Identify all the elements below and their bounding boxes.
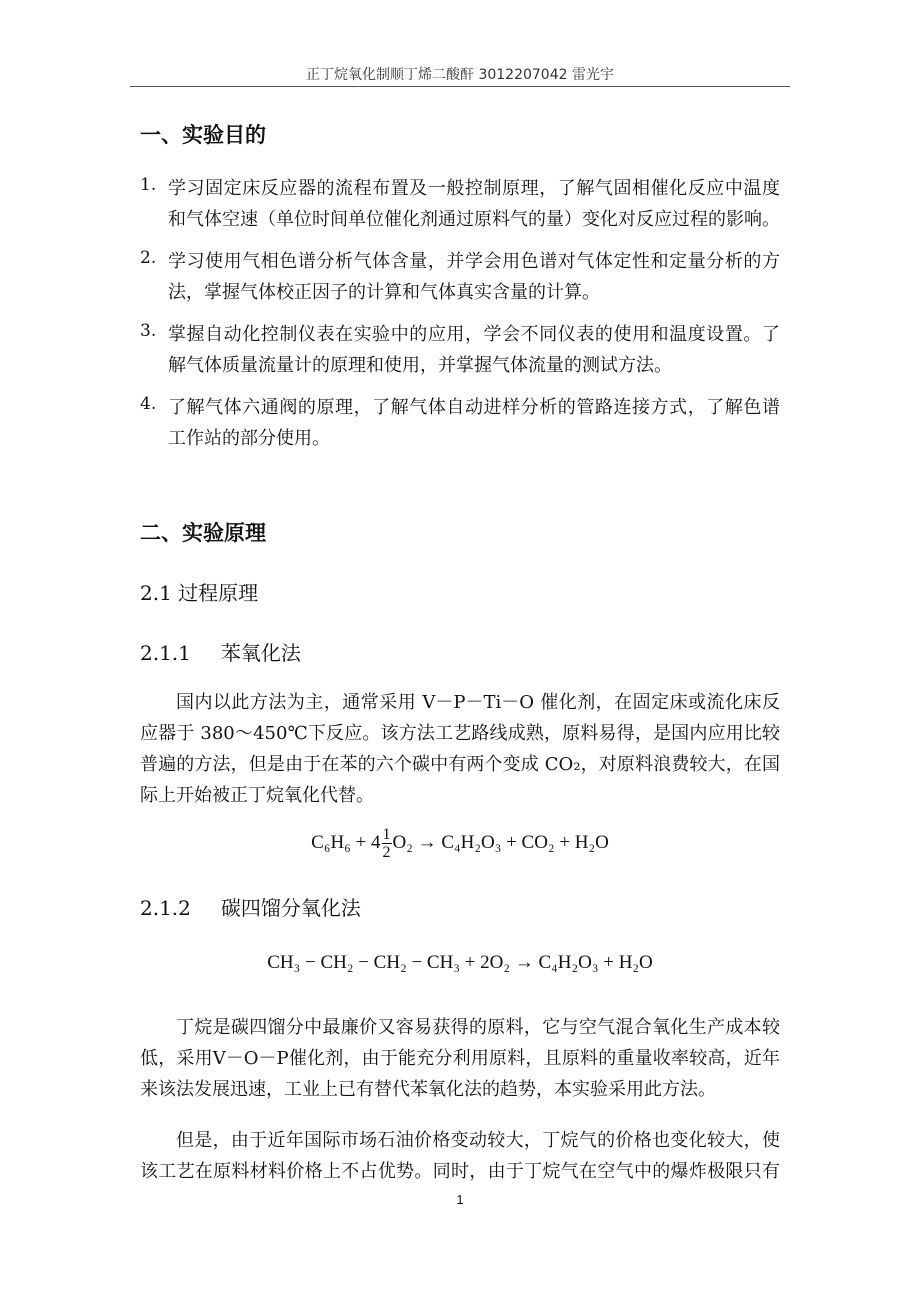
subsection-2-1-heading: 2.1 过程原理	[140, 581, 259, 605]
running-header: 正丁烷氧化制顺丁烯二酸酐 3012207042 雷光宇	[306, 67, 614, 83]
paragraph-line: 丁烷是碳四馏分中最廉价又容易获得的原料，它与空气混合氧化生产成本较	[176, 1017, 780, 1038]
section-1-heading: 一、实验目的	[140, 123, 266, 147]
list-line: 掌握自动化控制仪表在实验中的应用，学会不同仪表的使用和温度设置。了	[168, 324, 780, 345]
heading-title: 碳四馏分氧化法	[220, 896, 361, 920]
paragraph-line: 来该法发展迅速，工业上已有替代苯氧化法的趋势，本实验采用此方法。	[140, 1079, 716, 1100]
list-number: 4.	[140, 394, 157, 414]
paragraph-line: 该工艺在原料材料价格上不占优势。同时，由于丁烷气在空气中的爆炸极限只有	[140, 1161, 780, 1182]
paragraph-line: 低，采用V－O－P催化剂，由于能充分利用原料，且原料的重量收率较高，近年	[140, 1048, 780, 1069]
equation-part: O₂ → C₄H₂O₃ + CO₂ + H₂O	[392, 831, 609, 853]
equation-benzene-oxidation	[0, 826, 920, 861]
fraction-numerator: 1	[382, 826, 391, 843]
list-number: 2.	[140, 248, 157, 268]
page-number: 1	[456, 1192, 464, 1207]
heading-number: 2.1.1	[140, 641, 191, 665]
heading-title: 苯氧化法	[220, 641, 301, 665]
list-line: 和气体空速（单位时间单位催化剂通过原料气的量）变化对反应过程的影响。	[168, 209, 780, 230]
list-number: 1.	[140, 175, 157, 195]
list-line: 工作站的部分使用。	[168, 428, 330, 449]
list-number: 3.	[140, 321, 157, 341]
list-line: 了解气体六通阀的原理，了解气体自动进样分析的管路连接方式，了解色谱	[168, 397, 780, 418]
list-line: 学习使用气相色谱分析气体含量，并学会用色谱对气体定性和定量分析的方	[168, 251, 780, 272]
paragraph-line: 际上开始被正丁烷氧化代替。	[140, 785, 374, 806]
subsection-2-1-2-heading	[140, 892, 361, 921]
list-line: 学习固定床反应器的流程布置及一般控制原理，了解气固相催化反应中温度	[168, 178, 780, 199]
fraction-denominator: 2	[382, 844, 391, 861]
section-2-heading: 二、实验原理	[140, 521, 266, 545]
paragraph-line: 应器于 380～450℃下反应。该方法工艺路线成熟，原料易得，是国内应用比较	[140, 723, 780, 744]
equation-part: C₆H₆ + 4	[311, 831, 381, 853]
list-line: 法，掌握气体校正因子的计算和气体真实含量的计算。	[168, 282, 600, 303]
fraction	[382, 826, 392, 861]
paragraph-line: 国内以此方法为主，通常采用 V－P－Ti－O 催化剂，在固定床或流化床反	[176, 692, 780, 713]
equation-butane-oxidation: CH₃ − CH₂ − CH₂ − CH₃ + 2O₂ → C₄H₂O₃ + H₂O	[267, 952, 653, 973]
subsection-2-1-1-heading	[140, 637, 301, 666]
paragraph-line: 普遍的方法，但是由于在苯的六个碳中有两个变成 CO₂，对原料浪费较大，在国	[140, 754, 780, 775]
heading-number: 2.1.2	[140, 896, 191, 920]
list-line: 解气体质量流量计的原理和使用，并掌握气体流量的测试方法。	[168, 355, 672, 376]
paragraph-line: 但是，由于近年国际市场石油价格变动较大，丁烷气的价格也变化较大，使	[176, 1130, 780, 1151]
header-divider	[130, 86, 790, 87]
